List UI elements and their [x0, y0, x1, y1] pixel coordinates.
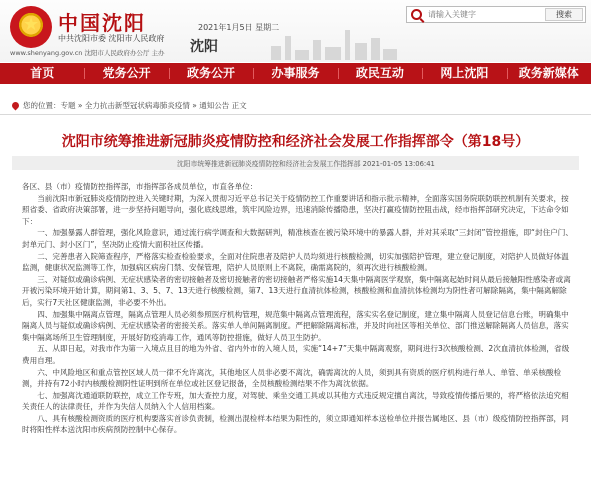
search-box — [406, 6, 586, 23]
nav-item-new-media[interactable]: 政务新媒体 — [507, 63, 591, 84]
site-header — [0, 0, 591, 62]
nav-item-services[interactable]: 办事服务 — [253, 63, 337, 84]
nav-item-party-affairs[interactable]: 党务公开 — [84, 63, 168, 84]
nav-item-home[interactable]: 首页 — [30, 66, 55, 80]
article-meta — [12, 156, 579, 170]
nav-item-online-shenyang[interactable]: 网上沈阳 — [422, 63, 506, 84]
current-date: 2021年1月5日 星期二 — [198, 23, 280, 32]
breadcrumb — [12, 100, 247, 111]
search-icon — [411, 9, 422, 20]
national-emblem-logo[interactable] — [10, 6, 52, 48]
city-label: 沈阳 — [190, 39, 218, 55]
search-button[interactable]: 搜索 — [545, 8, 583, 21]
site-name[interactable]: 中国沈阳 — [58, 11, 146, 35]
article-meta-text: 沈阳市统筹推进新冠肺炎疫情防控和经济社会发展工作指挥部 2021-01-05 13:06:41 — [177, 160, 435, 168]
article-paragraph: 各区、县（市）疫情防控指挥部，市指挥部各成员单位，市直各单位： — [22, 182, 258, 191]
article-paragraph: 二、完善患者入院筛查程序，严格落实检查检验要求，全面对住院患者及陪护人员均须进行核酸检测，切实加强陪护管理，建立登记制度，对陪护人员做好体温监测，健康状况监测等工作，加强病区病房门禁、安保管理，陪护人员原则上不离院，确需离院的，须再次进行核酸检测。 — [22, 251, 569, 273]
main-nav — [0, 63, 591, 84]
site-url: www.shenyang.gov.cn 沈阳市人民政府办公厅 主办 — [10, 49, 165, 57]
article-paragraph: 当前沈阳市新冠肺炎疫情防控进入关键时期，为深入贯彻习近平总书记关于疫情防控工作重要讲话和指示批示精神，全面落实国务院联防联控机制有关要求，按照省委、省政府决策部署，进一步坚持问题导向，强化底线思维，筑牢风险边界，迅速消除传播隐患，坚决打赢疫情防控阻击战，经市指挥部研究决定，下达命令如下： — [22, 193, 569, 226]
article-body — [22, 181, 576, 436]
star-icon: ★ — [23, 14, 40, 35]
article-paragraph: 七、加强离沈通道联防联控，成立工作专班，加大查控力度，对驾驶、乘坐交通工具或以其他方式违反规定擅自离沈，导致疫情传播后果的，将严格依法追究相关责任人的法律责任，并作为失信人员纳入个人信用档案。 — [22, 390, 569, 412]
site-subtitle: 中共沈阳市委 沈阳市人民政府 — [58, 34, 165, 43]
city-skyline-graphic — [265, 28, 405, 60]
article-paragraph: 六、中风险地区和重点管控区域人员一律不允许离沈，其他地区人员非必要不离沈，确需离沈的人员，须到具有资质的医疗机构进行单人、单管、单采核酸检测，并持有72小时内核酸检测阴性证明到所在单位或社区登记报备，全员核酸检测结果不作为离沈依据。 — [22, 367, 562, 389]
article-paragraph: 一、加强暴露人群管理，强化风险意识，通过流行病学调查和大数据研判，精准核查在被污染环境中的暴露人群，并对其采取“三封闭”管控措施，即“封住户门、封单元门、封小区门”，坚决防止疫情大面积社区传播。 — [22, 228, 573, 249]
divider — [0, 114, 591, 115]
article-paragraph: 八、具有核酸检测资质的医疗机构要落实首诊负责制，检测出混检样本结果为阳性的，须立即通知样本送检单位并报告属地区、县（市）级疫情防控指挥部，同时将阳性样本送沈阳市疾病预防控制中心保存。 — [22, 413, 569, 435]
nav-strip — [0, 84, 591, 97]
article-paragraph: 五、从即日起，对我市作为第一入境点且目的地为外省、省内外市的入境人员，实施“14+7”天集中隔离观察，期间进行3次核酸检测、2次血清抗体检测，省级费用自理。 — [22, 344, 570, 365]
location-pin-icon — [11, 101, 21, 111]
search-input[interactable] — [425, 7, 545, 22]
article-title: 沈阳市统筹推进新冠肺炎疫情防控和经济社会发展工作指挥部令（第18号） — [61, 134, 530, 150]
breadcrumb-text[interactable]: 您的位置：专题 » 全力抗击新型冠状病毒肺炎疫情 » 通知公告 正文 — [23, 101, 247, 110]
nav-item-interaction[interactable]: 政民互动 — [338, 63, 422, 84]
nav-item-government-affairs[interactable]: 政务公开 — [169, 63, 253, 84]
article-paragraph: 三、对疑似或确诊病例、无症状感染者的密切接触者及密切接触者的密切接触者严格实施14天集中隔离医学观察，集中隔离起始时间从最后接触阳性感染者或离开被污染环境开始计算，期间第1、3、5、7、13天进行核酸检测，第7、13天进行血清抗体检测，核酸检测和血清抗体检测均为阴性者可解除隔离，集中隔离解除后，实行7天社区健康监测，非必要不外出。 — [22, 274, 571, 307]
article-paragraph: 四、加强集中隔离点管理，隔离点管理人员必须参照医疗机构管理，规范集中隔离点管理流程，落实实名登记制度，建立集中隔离人员登记信息台账，明确集中隔离人员与疑似或确诊病例、无症状感染者的密接关系。落实单人单间隔离制度。严把解除隔离标准，并及时向社区等相关单位、部门推送解除隔离人员信息，落实集中隔离场所卫生管理制度，开展好防疫消毒工作，通风等防控措施，做好人员卫生防护。 — [22, 309, 569, 342]
